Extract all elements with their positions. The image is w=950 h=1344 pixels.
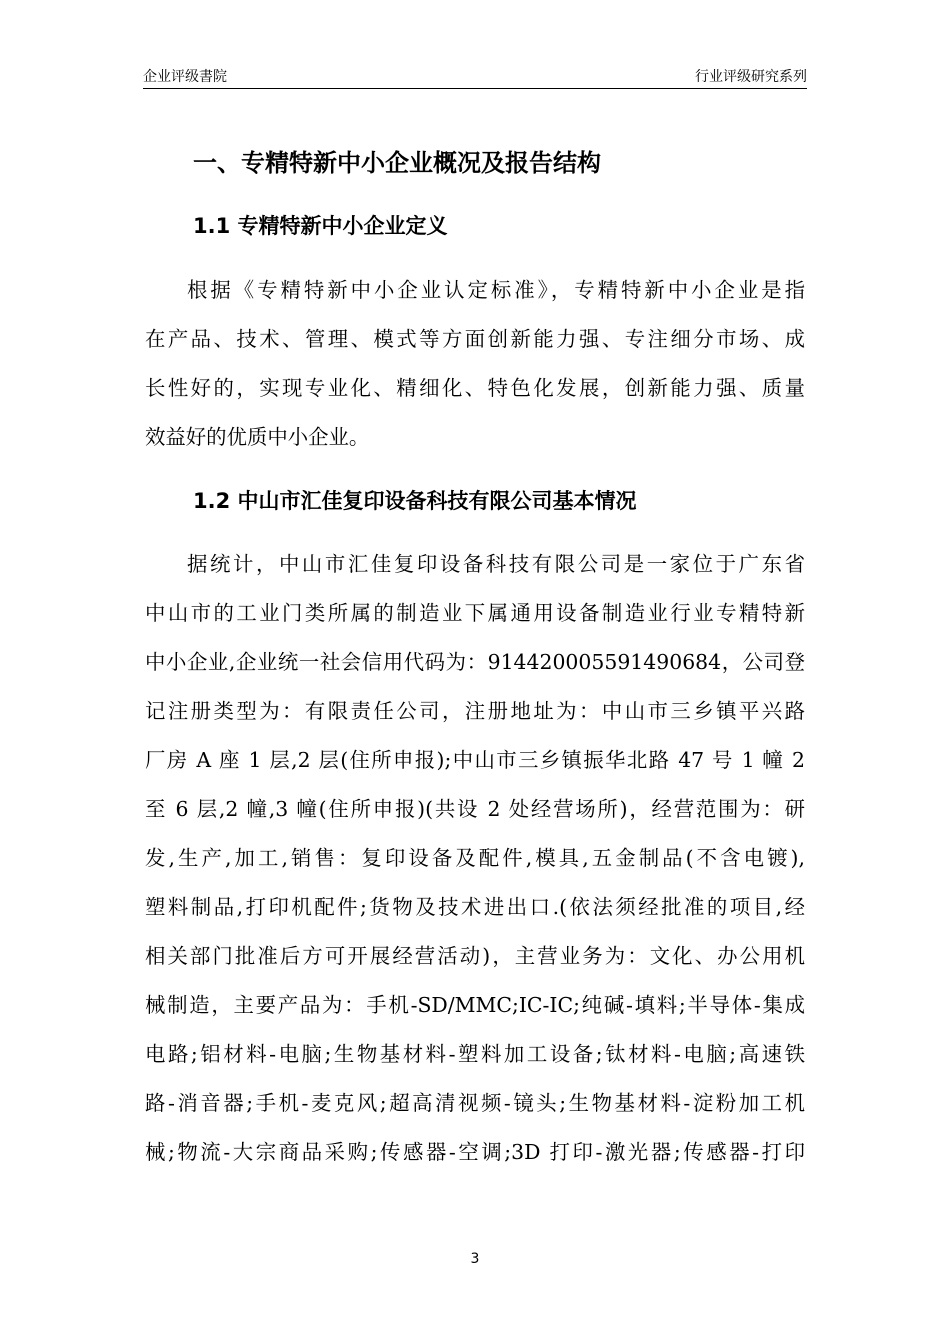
paragraph-line: 长性好的，实现专业化、精细化、特色化发展，创新能力强、质量 — [145, 376, 805, 400]
paragraph-line: 发,生产,加工,销售：复印设备及配件,模具,五金制品(不含电镀), — [145, 846, 805, 870]
paragraph-line: 相关部门批准后方可开展经营活动)，主营业务为：文化、办公用机 — [145, 944, 805, 968]
paragraph-line: 塑料制品,打印机配件;货物及技术进出口.(依法须经批准的项目,经 — [145, 895, 805, 919]
section-heading-1-2: 1.2 中山市汇佳复印设备科技有限公司基本情况 — [193, 489, 637, 513]
paragraph-line: 在产品、技术、管理、模式等方面创新能力强、专注细分市场、成 — [145, 327, 805, 351]
paragraph-line: 中山市的工业门类所属的制造业下属通用设备制造业行业专精特新 — [145, 601, 805, 625]
paragraph-line: 至 6 层,2 幢,3 幢(住所申报)(共设 2 处经营场所)，经营范围为：研 — [145, 797, 805, 821]
paragraph-line: 械;物流-大宗商品采购;传感器-空调;3D 打印-激光器;传感器-打印 — [145, 1140, 805, 1164]
header-right-title: 行业评级研究系列 — [695, 69, 807, 85]
paragraph-line: 据统计，中山市汇佳复印设备科技有限公司是一家位于广东省 — [187, 552, 805, 576]
page-number: 3 — [470, 1251, 480, 1267]
paragraph-line: 电路;铝材料-电脑;生物基材料-塑料加工设备;钛材料-电脑;高速铁 — [145, 1042, 805, 1066]
section-heading-1-1: 1.1 专精特新中小企业定义 — [193, 214, 448, 238]
section-heading-1: 一、专精特新中小企业概况及报告结构 — [193, 149, 601, 177]
paragraph-line: 械制造，主要产品为：手机-SD/MMC;IC-IC;纯碱-填料;半导体-集成 — [145, 993, 805, 1017]
paragraph-line: 厂房 A 座 1 层,2 层(住所申报);中山市三乡镇振华北路 47 号 1 幢 2 — [145, 748, 805, 772]
header-divider — [143, 88, 807, 89]
paragraph-line: 记注册类型为：有限责任公司，注册地址为：中山市三乡镇平兴路 — [145, 699, 805, 723]
paragraph-line: 中小企业,企业统一社会信用代码为：914420005591490684，公司登 — [145, 650, 805, 674]
header-left-title: 企业评级書院 — [143, 69, 227, 85]
paragraph-line: 效益好的优质中小企业。 — [145, 425, 370, 449]
paragraph-line: 路-消音器;手机-麦克风;超高清视频-镜头;生物基材料-淀粉加工机 — [145, 1091, 805, 1115]
paragraph-line: 根据《专精特新中小企业认定标准》，专精特新中小企业是指 — [187, 278, 805, 302]
